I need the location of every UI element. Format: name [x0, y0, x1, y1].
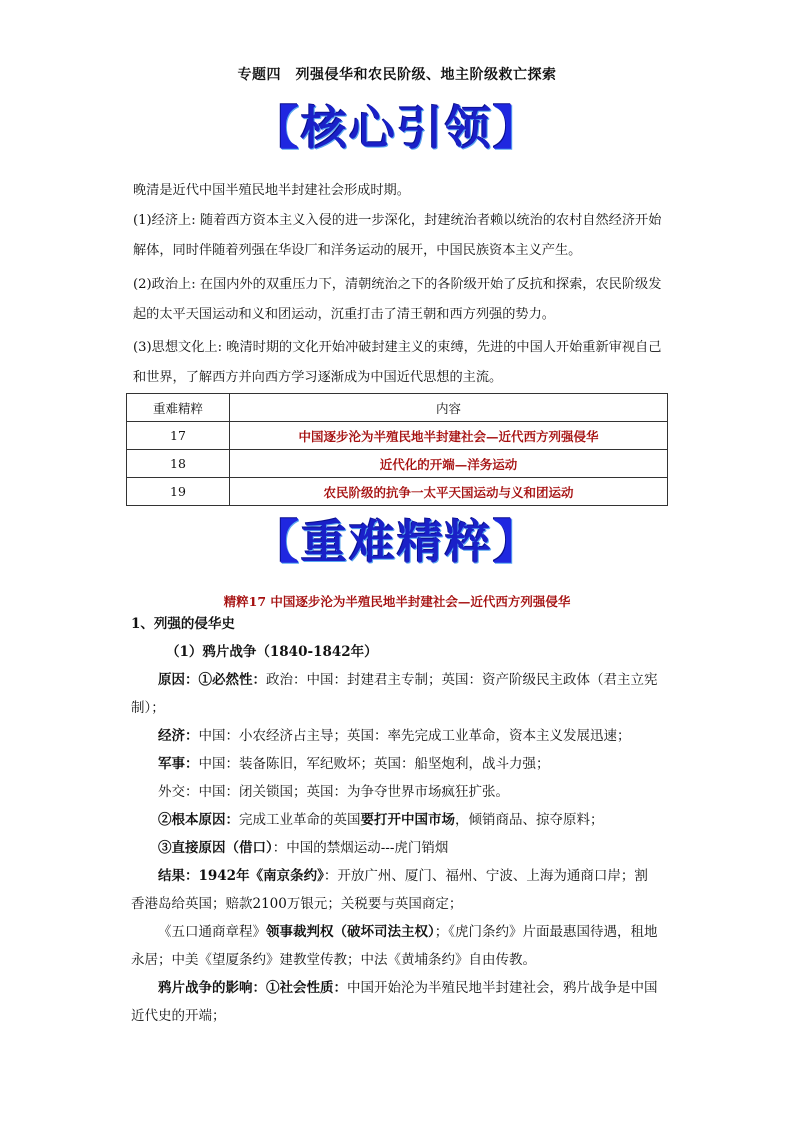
- treaty-a: 《五口通商章程》: [158, 924, 266, 940]
- cause-politics-label: 政治：: [266, 672, 307, 688]
- result-text: ：开放广州、厦门、福州、宁波、上海为通商口岸；割香港岛给英国；赔款2100万银元；关税要与英国商定；: [131, 868, 648, 912]
- result-treaty: 1942年《南京条约》: [198, 868, 324, 884]
- banner-close-bracket: 】: [493, 515, 541, 569]
- table-cell-content: 农民阶级的抗争一太平天国运动与义和团运动: [230, 478, 668, 506]
- table-cell-content: 近代化的开端—洋务运动: [230, 450, 668, 478]
- direct-cause-paragraph: [131, 834, 661, 862]
- core-guide-banner: [0, 98, 794, 158]
- military-label: 军事：: [158, 756, 199, 772]
- intro-paragraph-3: (3)思想文化上: 晚清时期的文化开始冲破封建主义的束缚，先进的中国人开始重新审视自己和世界，了解西方并向西方学习逐渐成为中国近代思想的主流。: [133, 340, 662, 385]
- direct-cause-label: ③直接原因（借口）: [158, 840, 273, 856]
- heading-1: 1、列强的侵华史: [131, 616, 235, 632]
- cause-label: 原因：: [158, 672, 199, 688]
- cause-paragraph: [131, 666, 661, 722]
- economy-text: 中国：小农经济占主导；英国：率先完成工业革命，资本主义发展迅速；: [198, 728, 631, 744]
- intro-paragraph-2: (2)政治上: 在国内外的双重压力下，清朝统治之下的各阶级开始了反抗和探索，农民阶级发起的太平天国运动和义和团运动，沉重打击了清王朝和西方列强的势力。: [133, 277, 662, 322]
- table-cell-num: 18: [127, 450, 230, 478]
- section-title: 精粹17 中国逐步沦为半殖民地半封建社会—近代西方列强侵华: [223, 594, 571, 609]
- diplomacy-text: 中国：闭关锁国；英国：为争夺世界市场疯狂扩张。: [198, 784, 509, 800]
- banner-open-bracket: 【: [253, 515, 301, 569]
- impact-text: 中国开始沦为半殖民地半封建社会，鸦片战争是中国近代史的开端；: [131, 980, 658, 1024]
- root-cause-a: 完成工业革命的英国: [239, 812, 361, 828]
- table-row: [127, 450, 668, 478]
- diplomacy-label: 外交：: [158, 784, 199, 800]
- root-cause-paragraph: [131, 806, 661, 834]
- treaty-b: 领事裁判权（破坏司法主权）: [266, 924, 435, 940]
- table-row: [127, 478, 668, 506]
- table-cell-num: 19: [127, 478, 230, 506]
- military-text: 中国：装备陈旧，军纪败坏；英国：船坚炮利，战斗力强；: [198, 756, 550, 772]
- banner-text: 核心引领: [301, 101, 493, 155]
- economy-paragraph: [131, 722, 661, 750]
- table-header-cell: 重难精粹: [127, 394, 230, 422]
- cause-inevitability: ①必然性：: [198, 672, 266, 688]
- cause-politics: 中国：封建君主专制；英国：资产阶级民主政体（君主立宪制）；: [131, 672, 658, 716]
- impact-label: 鸦片战争的影响：: [158, 980, 266, 996]
- summary-table: [126, 393, 668, 506]
- diplomacy-paragraph: [131, 778, 661, 806]
- economy-label: 经济：: [158, 728, 199, 744]
- body-content: [131, 610, 661, 1030]
- root-cause-b: 要打开中国市场: [360, 812, 455, 828]
- root-cause-label: ②根本原因：: [158, 812, 239, 828]
- result-paragraph: [131, 862, 661, 918]
- document-title: 专题四 列强侵华和农民阶级、地主阶级救亡探索: [237, 67, 557, 83]
- table-row: [127, 422, 668, 450]
- table-cell-num: 17: [127, 422, 230, 450]
- intro-paragraph-0: 晚清是近代中国半殖民地半封建社会形成时期。: [133, 183, 410, 198]
- key-points-banner: [0, 512, 794, 572]
- direct-cause-text: ：中国的禁烟运动---虎门销烟: [272, 840, 449, 856]
- table-header-cell: 内容: [230, 394, 668, 422]
- table-header-row: [127, 394, 668, 422]
- intro-paragraph-1: (1)经济上: 随着西方资本主义入侵的进一步深化，封建统治者赖以统治的农村自然经济开始解体，同时伴随着列强在华设厂和洋务运动的展开，中国民族资本主义产生。: [133, 213, 662, 258]
- heading-2: （1）鸦片战争（1840-1842年）: [166, 644, 378, 660]
- impact-a: ①社会性质：: [266, 980, 347, 996]
- banner-close-bracket: 】: [493, 101, 541, 155]
- impact-paragraph: [131, 974, 661, 1030]
- root-cause-c: ，倾销商品、掠夺原料；: [455, 812, 604, 828]
- banner-text: 重难精粹: [301, 515, 493, 569]
- military-paragraph: [131, 750, 661, 778]
- treaty-c: ；《虎门条约》片面最惠国待遇，租地永居；中美《望厦条约》建教堂传教；中法《黄埔条约》自由传教。: [131, 924, 658, 968]
- treaty-paragraph: [131, 918, 661, 974]
- table-cell-content: 中国逐步沦为半殖民地半封建社会—近代西方列强侵华: [230, 422, 668, 450]
- banner-open-bracket: 【: [253, 101, 301, 155]
- result-label: 结果：: [158, 868, 199, 884]
